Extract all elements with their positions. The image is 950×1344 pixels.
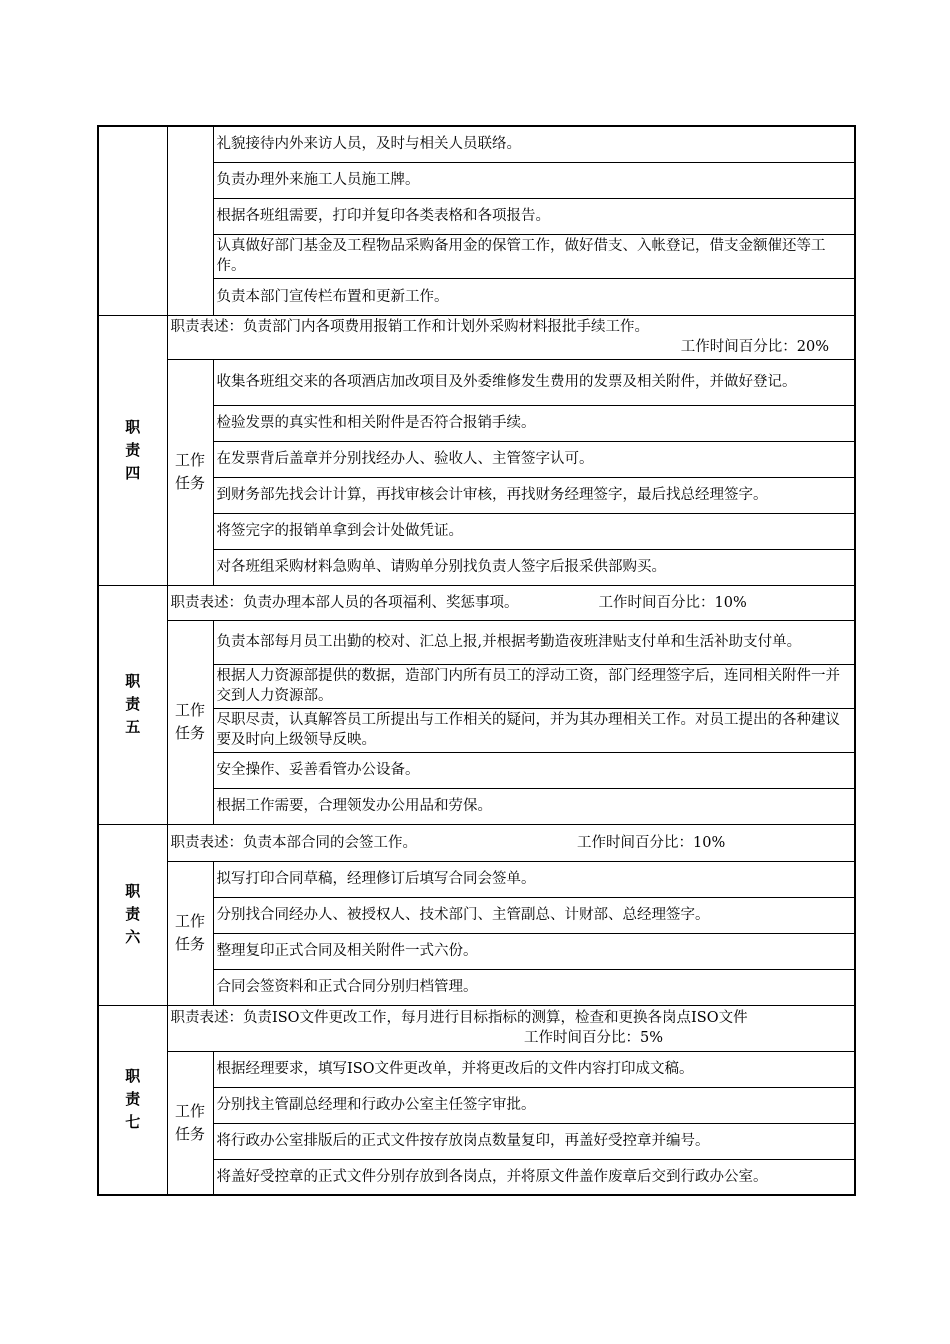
duty-5-label: 职 责 五 <box>98 585 167 824</box>
duty-6-label: 职 责 六 <box>98 824 167 1005</box>
task-item: 根据人力资源部提供的数据，造部门内所有员工的浮动工资，部门经理签字后，连同相关附件一并交到人力资源部。 <box>213 664 855 708</box>
duty-6-statement: 职责表述：负责本部合同的会签工作。 工作时间百分比：10% <box>167 824 855 861</box>
task-item: 整理复印正式合同及相关附件一式六份。 <box>213 933 855 969</box>
task-item: 礼貌接待内外来访人员，及时与相关人员联络。 <box>213 126 855 162</box>
duty-4-task-label: 工作 任务 <box>167 359 213 585</box>
task-item: 认真做好部门基金及工程物品采购备用金的保管工作，做好借支、入帐登记，借支金额催还等工作。 <box>213 234 855 278</box>
task-item: 拟写打印合同草稿，经理修订后填写合同会签单。 <box>213 861 855 897</box>
task-item: 到财务部先找会计计算，再找审核会计审核，再找财务经理签字，最后找总经理签字。 <box>213 477 855 513</box>
duty-4-time-pct: 工作时间百分比：20% <box>680 339 829 355</box>
duty-4-label: 职 责 四 <box>98 315 167 585</box>
duty-5-statement: 职责表述：负责办理本部人员的各项福利、奖惩事项。 工作时间百分比：10% <box>167 585 855 620</box>
duty-7-statement: 职责表述：负责ISO文件更改工作，每月进行目标指标的测算，检查和更换各岗点ISO文件 工作时间百分比：5% <box>167 1005 855 1051</box>
task-item: 负责办理外来施工人员施工牌。 <box>213 162 855 198</box>
duty-5-task-label: 工作 任务 <box>167 620 213 824</box>
duty-7-task-label: 工作 任务 <box>167 1051 213 1195</box>
duties-document <box>97 125 854 1196</box>
duty-4-statement: 职责表述：负责部门内各项费用报销工作和计划外采购材料报批手续工作。 工作时间百分比：20% <box>167 315 855 359</box>
task-item: 尽职尽责，认真解答员工所提出与工作相关的疑问，并为其办理相关工作。对员工提出的各种建议要及时向上级领导反映。 <box>213 708 855 752</box>
duty-7-label: 职 责 七 <box>98 1005 167 1195</box>
task-item: 负责本部每月员工出勤的校对、汇总上报,并根据考勤造夜班津贴支付单和生活补助支付单。 <box>213 620 855 664</box>
task-item: 合同会签资料和正式合同分别归档管理。 <box>213 969 855 1005</box>
duty-7-time-pct: 工作时间百分比：5% <box>523 1030 663 1046</box>
task-item: 分别找合同经办人、被授权人、技术部门、主管副总、计财部、总经理签字。 <box>213 897 855 933</box>
continuation-task-label-cell <box>167 126 213 315</box>
task-item: 检验发票的真实性和相关附件是否符合报销手续。 <box>213 405 855 441</box>
task-item: 根据各班组需要，打印并复印各类表格和各项报告。 <box>213 198 855 234</box>
task-item: 对各班组采购材料急购单、请购单分别找负责人签字后报采供部购买。 <box>213 549 855 585</box>
task-item: 分别找主管副总经理和行政办公室主任签字审批。 <box>213 1087 855 1123</box>
duties-table <box>97 125 856 1196</box>
task-item: 将盖好受控章的正式文件分别存放到各岗点，并将原文件盖作废章后交到行政办公室。 <box>213 1159 855 1195</box>
duty-6-task-label: 工作 任务 <box>167 861 213 1005</box>
task-item: 根据工作需要，合理领发办公用品和劳保。 <box>213 788 855 824</box>
task-item: 在发票背后盖章并分别找经办人、验收人、主管签字认可。 <box>213 441 855 477</box>
task-item: 根据经理要求，填写ISO文件更改单，并将更改后的文件内容打印成文稿。 <box>213 1051 855 1087</box>
task-item: 收集各班组交来的各项酒店加改项目及外委维修发生费用的发票及相关附件，并做好登记。 <box>213 359 855 405</box>
duty-6-time-pct: 工作时间百分比：10% <box>577 834 726 851</box>
task-item: 将行政办公室排版后的正式文件按存放岗点数量复印，再盖好受控章并编号。 <box>213 1123 855 1159</box>
task-item: 安全操作、妥善看管办公设备。 <box>213 752 855 788</box>
task-item: 将签完字的报销单拿到会计处做凭证。 <box>213 513 855 549</box>
continuation-duty-cell <box>98 126 167 315</box>
task-item: 负责本部门宣传栏布置和更新工作。 <box>213 278 855 315</box>
duty-5-time-pct: 工作时间百分比：10% <box>598 594 747 611</box>
